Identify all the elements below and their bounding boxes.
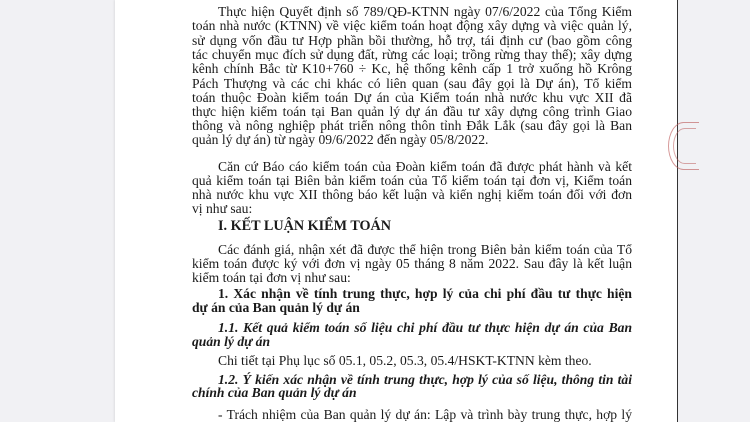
subsubheading: quản lý dự án — [192, 334, 271, 349]
subsubheading: chính của Ban quản lý dự án — [192, 385, 357, 400]
text-line: Pách Thượng và các chi khác có liên quan (sau đây gọi là Dự án), Tổ kiểm — [192, 76, 632, 91]
section-heading: I. KẾT LUẬN KIỂM TOÁN — [218, 218, 392, 234]
text-line: sử dụng vốn đầu tư Hợp phần bồi thường, hỗ trợ, tái định cư (bao gồm công — [192, 33, 632, 48]
document-page — [115, 0, 678, 422]
text-line: - Trách nhiệm của Ban quản lý dự án: Lập và trình bày trung thực, hợp lý — [218, 407, 632, 422]
red-stamp-inner-edge — [673, 128, 696, 164]
text-line: Căn cứ Báo cáo kiểm toán của Đoàn kiểm toán đã được phát hành và kết — [218, 159, 632, 174]
subsubheading: 1.1. Kết quả kiểm toán số liệu chi phí đầu tư thực hiện dự án của Ban — [218, 320, 632, 335]
text-line: kiểm toán được ký với đơn vị ngày 05 tháng 8 năm 2022. Sau đây là kết luận — [192, 256, 632, 271]
text-line: kênh chính Bắc từ K10+760 ÷ Kc, hệ thống kênh cấp 1 trở xuống hồ Krông — [192, 61, 632, 76]
text-line: toán thuộc Đoàn kiểm toán Dự án của Kiểm toán nhà nước khu vực XII đã — [192, 90, 632, 105]
text-line: tác chuyển mục đích sử dụng đất, rừng các loại; trồng rừng thay thế); xây dựng — [192, 47, 632, 62]
text-line: quản lý dự án) từ ngày 09/6/2022 đến ngày 05/8/2022. — [192, 132, 489, 147]
text-line: kiểm toán tại đơn vị như sau: — [192, 270, 351, 285]
subsubheading: 1.2. Ý kiến xác nhận về tính trung thực, hợp lý của số liệu, thông tin tài — [218, 372, 632, 387]
text-line: quả kiểm toán tại Biên bản kiểm toán của Tổ kiểm toán tại đơn vị, Kiểm toán — [192, 173, 632, 188]
text-line: toán nhà nước (KTNN) về việc kiểm toán hoạt động xây dựng và việc quản lý, — [192, 18, 632, 33]
subheading: dự án của Ban quản lý dự án — [192, 300, 360, 315]
text-line: nhà nước khu vực XII thông báo kết luận và kiến nghị kiểm toán đối với đơn — [192, 187, 632, 202]
text-line: vị như sau: — [192, 201, 253, 216]
text-line: Thực hiện Quyết định số 789/QĐ-KTNN ngày 07/6/2022 của Tổng Kiểm — [218, 4, 632, 19]
text-line: thực hiện kiểm toán tại Ban quản lý dự án đầu tư xây dựng công trình Giao — [192, 104, 632, 119]
subheading: 1. Xác nhận về tính trung thực, hợp lý của chi phí đầu tư thực hiện — [218, 286, 632, 301]
text-line: Chi tiết tại Phụ lục số 05.1, 05.2, 05.3, 05.4/HSKT-KTNN kèm theo. — [218, 353, 592, 368]
text-line: Các đánh giá, nhận xét đã được thể hiện trong Biên bản kiểm toán của Tổ — [218, 242, 632, 257]
text-line: thông và nông nghiệp phát triển nông thôn tỉnh Đắk Lắk (sau đây gọi là Ban — [192, 118, 632, 133]
